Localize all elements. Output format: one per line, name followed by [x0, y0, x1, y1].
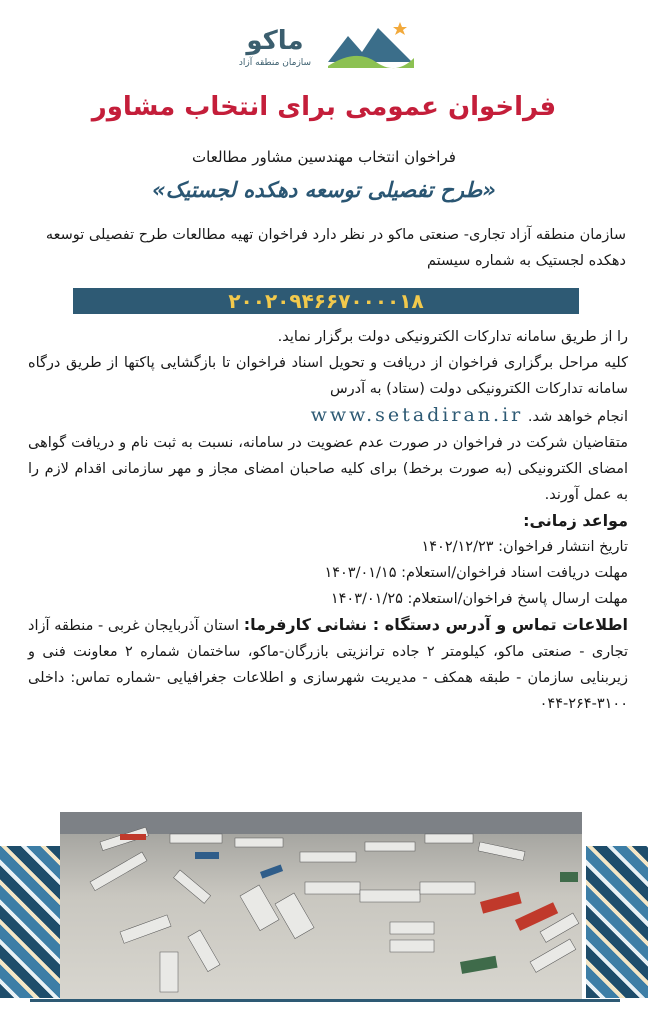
contact-text: استان آذربایجان غربی - منطقه آزاد تجاری - صنعتی ماکو، کیلومتر ۲ جاده ترانزیتی بازرگان-ماکو، ساختمان شماره ۲ معاونت فنی و زیربنایی سازمان - طبقه همکف - مدیریت شهرسازی و اطلاعات جغرافیایی -شماره تماس: داخلی ۳۱۰۰-۲۶۴-۰۴۴ — [28, 618, 628, 712]
logo-name: ماکو — [246, 26, 304, 56]
paragraph-2-text: کلیه مراحل برگزاری فراخوان از دریافت و تحویل اسناد فراخوان تا بازگشایی پاکتها از طریق درگاه سامانه تدارکات الکترونیکی دولت (ستاد) به آدرس — [28, 355, 628, 397]
paragraph-2-end: انجام خواهد شد. — [527, 409, 628, 425]
schedule-heading: مواعد زمانی: — [523, 511, 628, 530]
paragraph-2 — [28, 350, 628, 402]
announcement-body — [28, 324, 628, 717]
system-number-bar — [73, 288, 579, 314]
contact-block — [28, 612, 628, 717]
paragraph-2-url-line — [28, 402, 628, 430]
paragraph-3: متقاضیان شرکت در فراخوان در صورت عدم عضویت در سامانه، نسبت به ثبت نام و دریافت گواهی امضای الکترونیکی (به صورت برخط) برای کلیه صاحبان امضای مجاز و مهر سازمانی اقدام لازم را به عمل آورند. — [28, 435, 628, 503]
project-title: «طرح تفصیلی توسعه دهکده لجستیک» — [152, 178, 496, 202]
setad-url-link[interactable]: www.setadiran.ir — [310, 404, 524, 426]
schedule-item: تاریخ انتشار فراخوان: ۱۴۰۲/۱۲/۲۳ — [421, 539, 628, 555]
bottom-divider — [30, 999, 620, 1002]
maku-logo — [230, 14, 420, 72]
page-title: فراخوان عمومی برای انتخاب مشاور — [91, 92, 557, 122]
trucks-yard-illustration — [60, 812, 582, 1000]
logo-subtitle: سازمان منطقه آزاد — [238, 58, 312, 68]
intro-text: سازمان منطقه آزاد تجاری- صنعتی ماکو در نظر دارد فراخوان تهیه مطالعات طرح تفصیلی توسعه دهکده لجستیک به شماره سیستم — [45, 227, 626, 269]
logistics-yard-photo — [60, 812, 582, 1000]
schedule-item: مهلت دریافت اسناد فراخوان/استعلام: ۱۴۰۳/۰۱/۱۵ — [324, 565, 628, 581]
contact-heading: اطلاعات تماس و آدرس دستگاه : نشانی کارفرما: — [243, 615, 629, 634]
paragraph-1: را از طریق سامانه تدارکات الکترونیکی دولت برگزار نماید. — [277, 329, 628, 345]
decorative-tile-left — [0, 846, 62, 998]
schedule-item: مهلت ارسال پاسخ فراخوان/استعلام: ۱۴۰۳/۰۱/۲۵ — [330, 591, 628, 607]
subtitle: فراخوان انتخاب مهندسین مشاور مطالعات — [192, 148, 456, 166]
decorative-tile-right — [586, 846, 648, 998]
mountain-logo-icon — [326, 18, 416, 72]
system-number: ۲۰۰۲۰۹۴۶۶۷۰۰۰۰۱۸ — [228, 289, 424, 313]
